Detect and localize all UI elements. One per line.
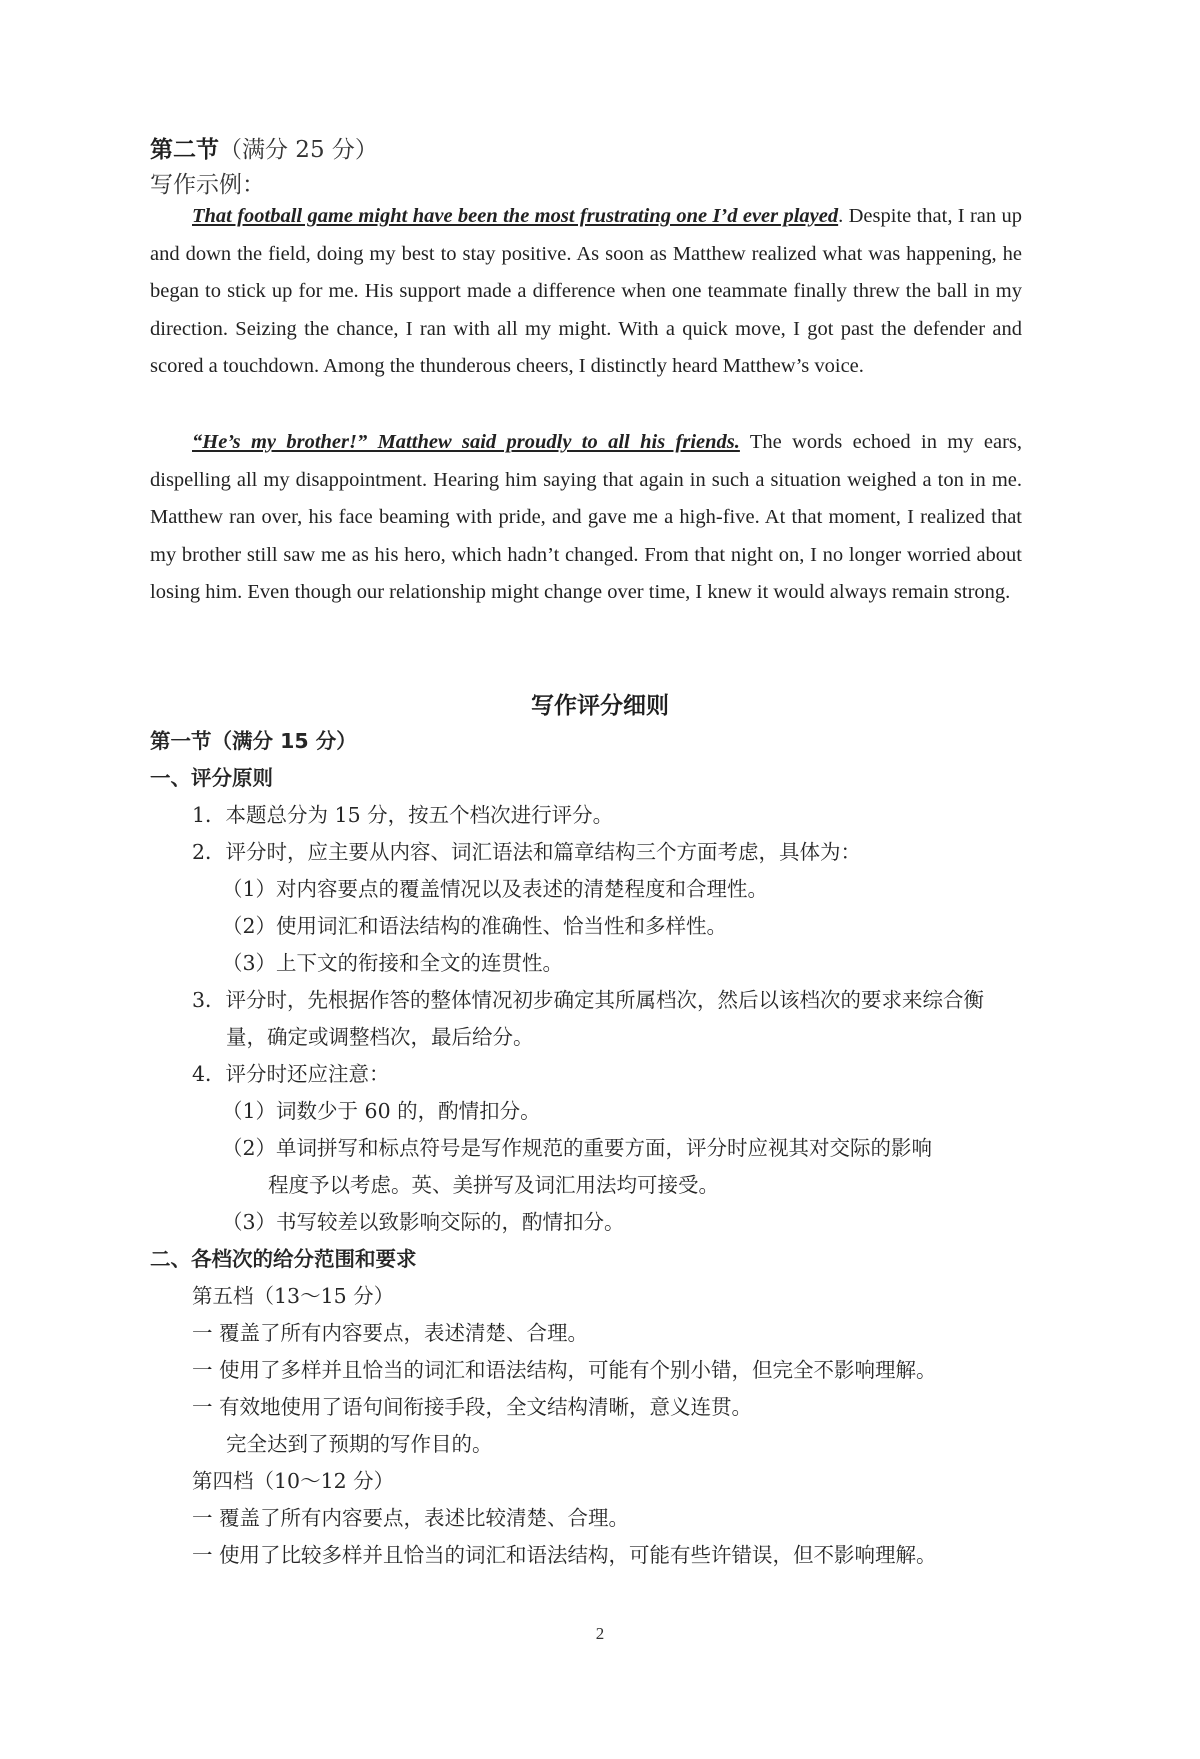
band4-item: 一 覆盖了所有内容要点，表述比较清楚、合理。 [192, 1506, 630, 1530]
section2-title: 第二节 [150, 136, 219, 163]
principle-2b: （2）使用词汇和语法结构的准确性、恰当性和多样性。 [222, 914, 728, 938]
essay-p1-text: . Despite that, I ran up and down the field, doing my best to stay positive. As soon as Matthew realized what was happening, he began to stick up for me. His support made a difference when one teammate finally threw the ball in my direction. Seizing the chance, I ran with all my might. With a quick move, I got past the defender and scored a touchdown. Among the thunderous cheers, I distinctly heard Matthew’s voice. [150, 205, 1022, 378]
principle-2a: （1）对内容要点的覆盖情况以及表述的清楚程度和合理性。 [222, 877, 769, 901]
band5-item: 一 覆盖了所有内容要点，表述清楚、合理。 [192, 1321, 589, 1345]
principle-2: 2．评分时，应主要从内容、词汇语法和篇章结构三个方面考虑，具体为： [192, 840, 862, 864]
band4-title: 第四档（10～12 分） [192, 1469, 395, 1493]
band5-item: 一 使用了多样并且恰当的词汇和语法结构，可能有个别小错，但完全不影响理解。 [192, 1358, 937, 1382]
principle-3-line1: 3．评分时，先根据作答的整体情况初步确定其所属档次，然后以该档次的要求来综合衡 [192, 988, 985, 1012]
principle-3-line2: 量，确定或调整档次，最后给分。 [226, 1025, 534, 1049]
principle-4: 4．评分时还应注意： [192, 1062, 390, 1086]
example-label: 写作示例： [150, 172, 265, 198]
page-number: 2 [595, 1624, 605, 1643]
essay-p2-text: The words echoed in my ears, dispelling all my disappointment. Hearing him saying that again in such a situation weighed a ton in me. Matthew ran over, his face beaming with pride, and gave me a high-five. At that moment, I realized that my brother still saw me as his hero, which hadn’t changed. From that night on, I no longer worried about losing him. Even though our relationship might change over time, I knew it would always remain strong. [150, 431, 1022, 604]
band5-title: 第五档（13～15 分） [192, 1284, 395, 1308]
band5-summary: 完全达到了预期的写作目的。 [226, 1432, 493, 1456]
principle-4b-line2: 程度予以考虑。英、美拼写及词汇用法均可接受。 [268, 1173, 719, 1197]
essay-paragraph-1 [150, 198, 1022, 386]
essay-p2-lead: “He’s my brother!” Matthew said proudly to all his friends. [192, 431, 740, 453]
section2-heading [150, 131, 378, 164]
principles-heading: 一、评分原则 [150, 766, 273, 790]
principle-1: 1．本题总分为 15 分，按五个档次进行评分。 [192, 803, 614, 827]
principle-2c: （3）上下文的衔接和全文的连贯性。 [222, 951, 564, 975]
bands-heading: 二、各档次的给分范围和要求 [150, 1247, 417, 1271]
band5-item: 一 有效地使用了语句间衔接手段，全文结构清晰，意义连贯。 [192, 1395, 753, 1419]
principle-4a: （1）词数少于 60 的，酌情扣分。 [222, 1099, 541, 1123]
section2-score: （满分 25 分） [219, 137, 378, 163]
section1-heading: 第一节（满分 15 分） [150, 729, 357, 753]
principle-4b-line1: （2）单词拼写和标点符号是写作规范的重要方面，评分时应视其对交际的影响 [222, 1136, 933, 1160]
principle-4c: （3）书写较差以致影响交际的，酌情扣分。 [222, 1210, 625, 1234]
essay-p1-lead: That football game might have been the most frustrating one I’d ever played [192, 205, 839, 227]
essay-paragraph-2 [150, 424, 1022, 612]
rubric-title: 写作评分细则 [531, 693, 669, 719]
band4-item: 一 使用了比较多样并且恰当的词汇和语法结构，可能有些许错误，但不影响理解。 [192, 1543, 937, 1567]
